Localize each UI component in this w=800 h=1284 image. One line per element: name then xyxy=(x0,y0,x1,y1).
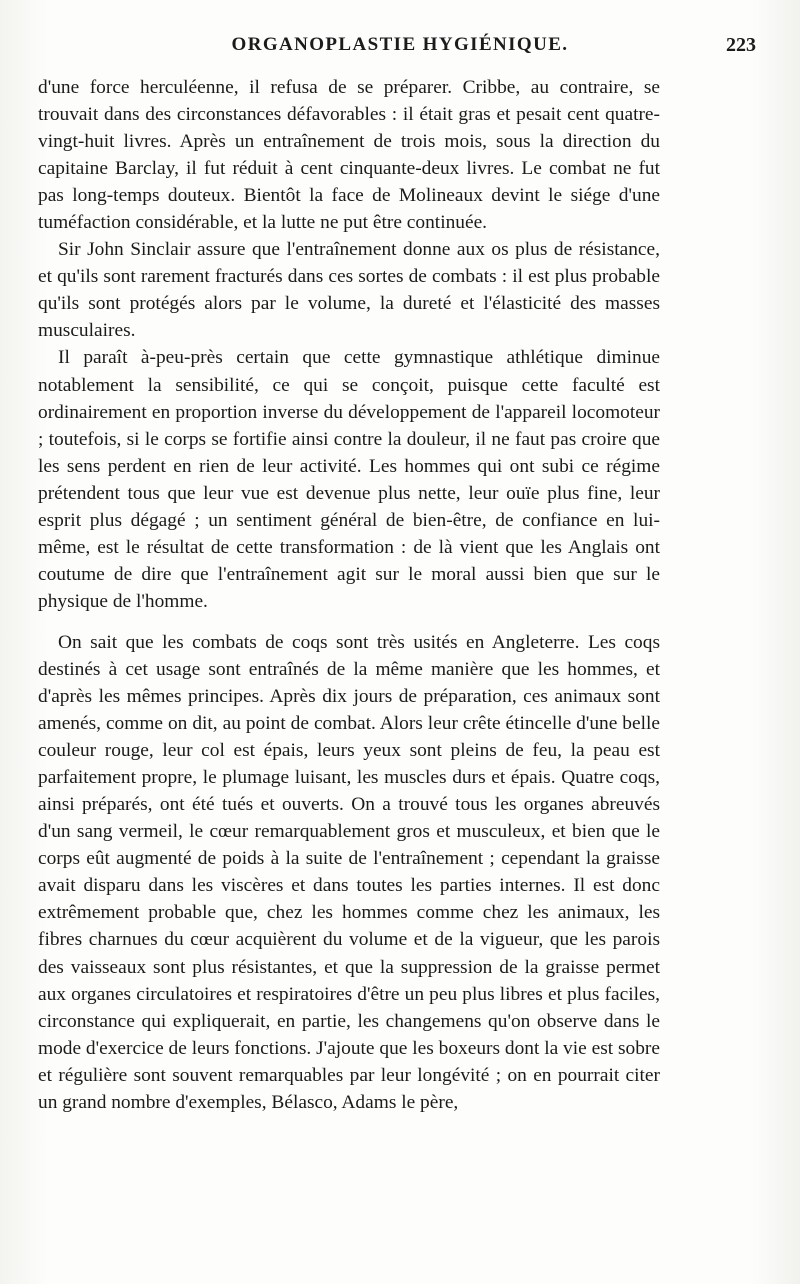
running-title: ORGANOPLASTIE HYGIÉNIQUE. xyxy=(231,34,569,55)
paragraph-sensibility: Il paraît à-peu-près certain que cette gymnastique athlétique diminue notablement la sensibilité, ce qui se conçoit, puisque cette faculté est ordinairement en proportion inverse du développement de l'appareil locomoteur ; toutefois, si le corps se fortifie ainsi contre la douleur, il ne faut pas croire que les sens perdent en rien de leur activité. Les hommes qui ont subi ce régime prétendent tous que leur vue est devenue plus nette, leur ouïe plus fine, leur esprit plus dégagé ; un sentiment général de bien-être, de confiance en lui-même, est le résultat de cette transformation : de là vient que les Anglais ont coutume de dire que l'entraînement agit sur le moral aussi bien que sur le physique de l'homme. xyxy=(38,347,660,612)
body-text xyxy=(38,74,660,1116)
paragraph-cockfights: On sait que les combats de coqs sont très usités en Angleterre. Les coqs destinés à cet usage sont entraînés de la même manière que les hommes, et d'après les mêmes principes. Après dix jours de préparation, ces animaux sont amenés, comme on dit, au point de combat. Alors leur crête étincelle d'une belle couleur rouge, leur col est épais, leurs yeux sont pleins de feu, la peau est parfaitement propre, le plumage luisant, les muscles durs et épais. Quatre coqs, ainsi préparés, ont été tués et ouverts. On a trouvé tous les organes abreuvés d'un sang vermeil, le cœur remarquablement gros et musculeux, et bien que le corps eût augmenté de poids à la suite de l'entraînement ; cependant la graisse avait disparu dans les viscères et dans toutes les parties internes. Il est donc extrêmement probable que, chez les hommes comme chez les animaux, les fibres charnues du cœur acquièrent du volume et de la vigueur, que les parois des vaisseaux sont plus résistantes, et que la suppression de la graisse permet aux organes circulatoires et respiratoires d'être un peu plus libres et plus faciles, circonstance qui expliquerait, en partie, les changemens qu'on observe dans le mode d'exercice de leurs fonctions. J'ajoute que les boxeurs dont la vie est sobre et régulière sont souvent remarquables par leur longévité ; on en pourrait citer un grand nombre d'exemples, Bélasco, Adams le père, xyxy=(38,631,660,1113)
paragraph-continuation: d'une force herculéenne, il refusa de se préparer. Cribbe, au contraire, se trouvait dans des circonstances défavorables : il était gras et pesait cent quatre-vingt-huit livres. Après un entraînement de trois mois, sous la direction du capitaine Barclay, il fut réduit à cent cinquante-deux livres. Le combat ne fut pas long-temps douteux. Bientôt la face de Molineaux devint le siége d'une tuméfaction considérable, et la lutte ne put être continuée. xyxy=(38,77,660,234)
page-number: 223 xyxy=(726,34,756,56)
paragraph-sinclair: Sir John Sinclair assure que l'entraînement donne aux os plus de résistance, et qu'ils sont rarement fracturés dans ces sortes de combats : il est plus probable qu'ils sont protégés alors par le volume, la dureté et l'élasticité des masses musculaires. xyxy=(38,239,660,342)
running-head xyxy=(40,34,760,62)
